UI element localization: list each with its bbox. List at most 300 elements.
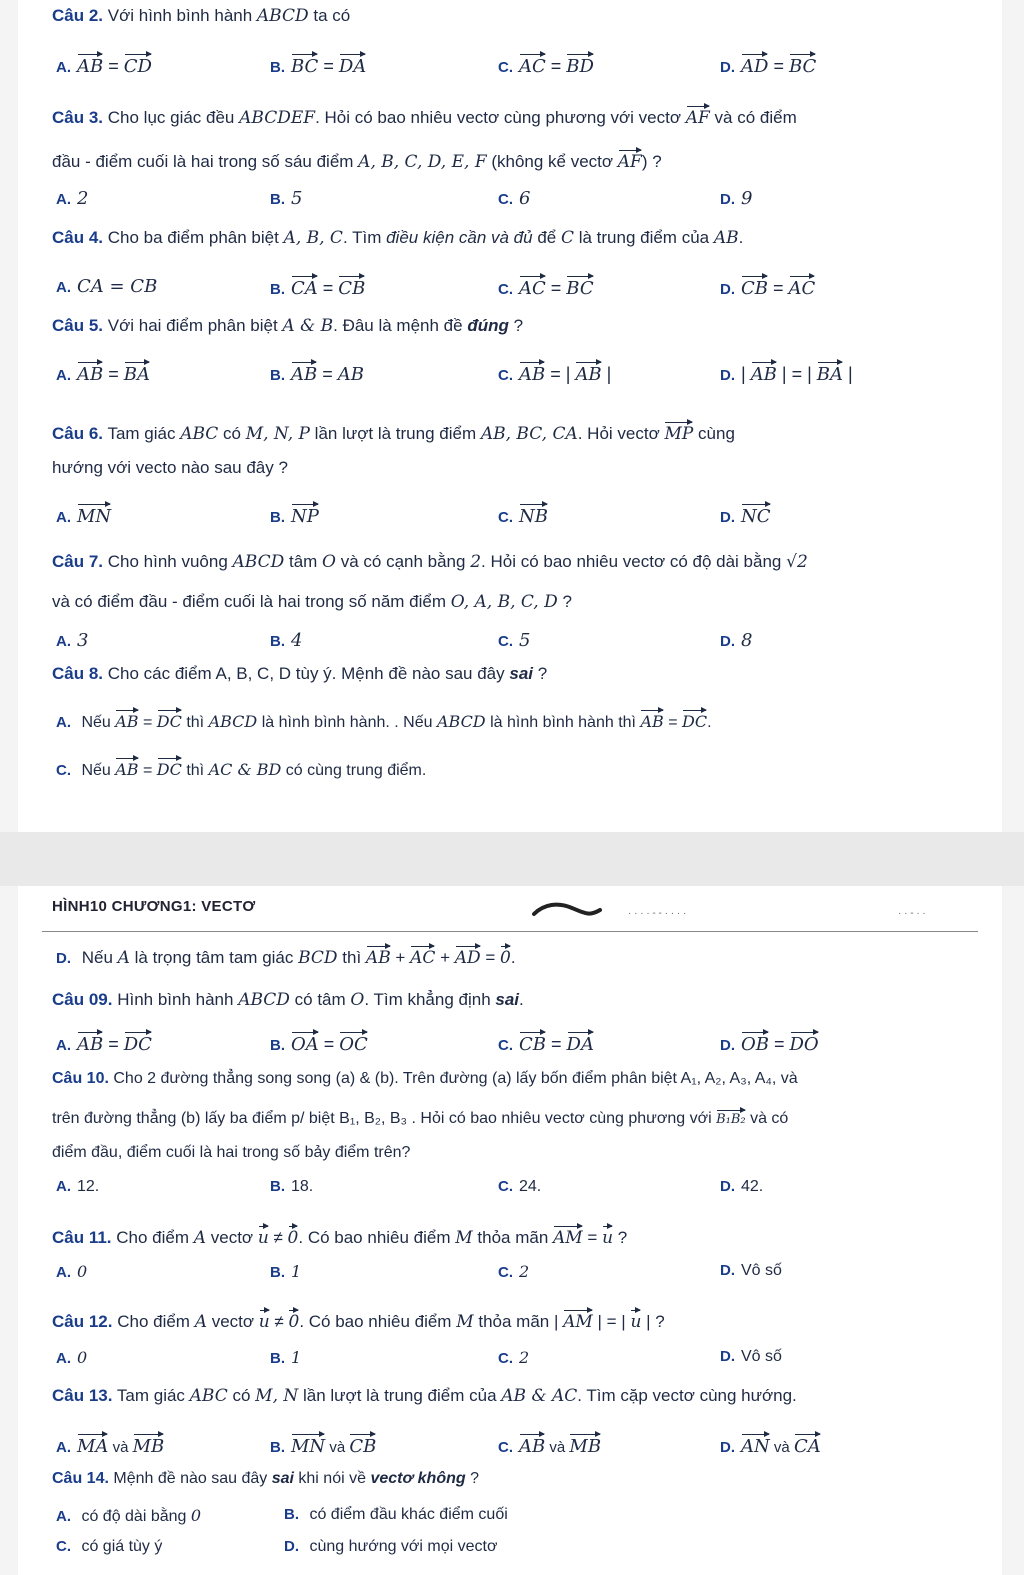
q11-option-b[interactable]	[270, 1262, 301, 1282]
question-text: . Hỏi có bao nhiêu vectơ cùng phương với vectơ	[315, 108, 686, 127]
q14-option-a[interactable]	[56, 1506, 201, 1526]
option-label: A.	[56, 633, 71, 650]
q8-option-c[interactable]: C. Nếu AB = DC thì AC & BD có cùng trung điểm.	[56, 754, 426, 780]
option-value: 24.	[519, 1178, 542, 1195]
math-point: O	[350, 990, 365, 1010]
option-label: A.	[56, 279, 71, 296]
question-12: Câu 12. Cho điểm A vectơ u ≠ 0. Có bao nhiêu điểm M thỏa mãn | AM | = | u | ?	[52, 1306, 665, 1332]
option-value: 1	[291, 1262, 302, 1281]
question-text: có	[227, 1386, 256, 1405]
q2-option-d[interactable]: D. AD = BC	[720, 50, 816, 77]
option-text: .	[707, 714, 712, 731]
vector: AB	[751, 358, 777, 385]
question-text: là trung điểm của	[573, 228, 714, 247]
q12-option-c[interactable]	[498, 1348, 529, 1368]
option-label: A.	[56, 714, 71, 731]
vector: DC	[682, 706, 707, 731]
math-points: A & B	[282, 316, 334, 336]
question-text: ?	[650, 1312, 665, 1331]
option-label: D.	[720, 1262, 735, 1279]
q10-option-d[interactable]	[720, 1178, 763, 1196]
option-label: D.	[720, 1178, 735, 1195]
question-text: có	[218, 424, 246, 443]
option-label: B.	[270, 1264, 285, 1281]
option-value: 4	[291, 630, 303, 651]
option-label: D.	[720, 1348, 735, 1365]
question-text: . Đâu là mệnh đề	[333, 316, 468, 335]
q13-option-c[interactable]	[498, 1430, 601, 1457]
question-text: đầu - điểm cuối là hai trong số sáu điểm	[52, 152, 359, 171]
option-label: D.	[720, 59, 735, 76]
question-text: (không kể vectơ	[486, 152, 618, 171]
q12-option-b[interactable]	[270, 1348, 301, 1368]
question-text: ?	[508, 316, 524, 335]
math-point: A	[193, 1228, 207, 1248]
question-text: vectơ	[206, 1312, 259, 1331]
vector: u	[630, 1306, 641, 1332]
option-label: C.	[498, 59, 513, 76]
option-value: 18.	[291, 1178, 314, 1195]
math-point: A	[194, 1312, 207, 1332]
q12-option-a[interactable]	[56, 1348, 87, 1368]
vector: AB	[640, 706, 663, 731]
vector: CA	[794, 1430, 821, 1457]
question-text: và có	[745, 1110, 789, 1127]
question-label: Câu 11.	[52, 1228, 112, 1247]
vector: CB	[741, 272, 768, 299]
vector: u	[602, 1222, 613, 1248]
option-text: là hình bình hành thì	[485, 714, 641, 731]
vector: AD	[455, 942, 481, 968]
math-point: C	[560, 228, 574, 248]
option-label: A.	[56, 509, 71, 526]
question-label: Câu 12.	[52, 1312, 113, 1331]
q7-option-c[interactable]	[498, 630, 530, 651]
q5-option-d[interactable]: D. | AB | = | BA |	[720, 358, 853, 385]
question-text: . Hỏi có bao nhiêu vectơ có độ dài bằng	[481, 552, 787, 571]
vector: AC	[519, 50, 546, 77]
question-text: ?	[465, 1470, 479, 1487]
question-text: Cho ba điểm phân biệt	[103, 228, 284, 247]
zero-vector: 0	[500, 942, 511, 968]
q9-option-c[interactable]: C. CB = DA	[498, 1028, 594, 1055]
question-text: Cho lục giác đều	[103, 108, 240, 127]
math-segment: AB	[713, 228, 739, 248]
question-text: . Tìm cặp vectơ cùng hướng.	[577, 1386, 797, 1405]
option-value: 9	[741, 188, 753, 209]
question-text: Cho điểm	[111, 1228, 194, 1247]
question-14	[52, 1470, 479, 1488]
math-shape: ABCD	[256, 6, 309, 26]
q14-option-d[interactable]	[284, 1538, 497, 1556]
question-label: Câu 4.	[52, 228, 104, 247]
q2-option-b[interactable]: B. BC = DA	[270, 50, 366, 77]
question-text: .	[738, 228, 744, 247]
vector: AB	[115, 754, 138, 779]
question-text: ?	[533, 664, 548, 683]
math-shape: ABCD	[436, 712, 486, 731]
worksheet-page-1	[18, 0, 1002, 832]
q6-option-d[interactable]	[720, 500, 771, 527]
q14-option-c[interactable]	[56, 1538, 162, 1556]
scribble-mark	[530, 900, 620, 920]
vector: DC	[124, 1028, 152, 1055]
option-value: 0	[77, 1348, 88, 1367]
question-text: và có điểm đầu - điểm cuối là hai trong số năm điểm	[52, 592, 451, 611]
math-points: M, N, P	[245, 424, 310, 444]
header-rule	[42, 931, 978, 932]
option-text: thì	[181, 762, 209, 779]
option-value: 2	[519, 1262, 530, 1281]
question-3-line-2	[52, 146, 662, 172]
option-label: C.	[56, 762, 71, 779]
question-9	[52, 990, 524, 1010]
q9-option-d[interactable]: D. OB = DO	[720, 1028, 819, 1055]
vector: OA	[291, 1028, 319, 1055]
option-label: C.	[56, 1538, 71, 1555]
question-text: .	[519, 990, 524, 1009]
question-label: Câu 8.	[52, 664, 104, 683]
option-label: A.	[56, 1508, 71, 1525]
vector: DA	[567, 1028, 594, 1055]
option-label: B.	[270, 59, 285, 76]
question-11: Câu 11. Cho điểm A vectơ u ≠ 0. Có bao nhiêu điểm M thỏa mãn AM = u ?	[52, 1222, 627, 1248]
option-label: B.	[270, 1350, 285, 1367]
option-text: có độ dài bằng	[77, 1508, 191, 1525]
option-text: có điểm đầu khác điểm cuối	[305, 1506, 508, 1523]
option-value: 8	[741, 630, 753, 651]
option-label: B.	[270, 191, 285, 208]
math-segments: AB & AC	[501, 1386, 578, 1406]
vector: MP	[664, 418, 693, 444]
question-text: Với hai điểm phân biệt	[103, 316, 283, 335]
vector: AM	[563, 1306, 593, 1332]
question-text: thỏa mãn	[473, 1312, 554, 1331]
option-value: 5	[291, 188, 303, 209]
question-text: có tâm	[289, 990, 351, 1009]
math-shape: ABCDEF	[239, 108, 316, 128]
vector: AB	[77, 1028, 103, 1055]
option-label: C.	[498, 633, 513, 650]
q7-option-b[interactable]	[270, 630, 302, 651]
math-segments: AC & BD	[208, 760, 282, 779]
vector: MB	[133, 1430, 165, 1457]
q9-option-a[interactable]: A. AB = DC	[56, 1028, 152, 1055]
option-text: là hình bình hành.	[257, 714, 390, 731]
q11-option-c[interactable]	[498, 1262, 529, 1282]
vector: CB	[349, 1430, 376, 1457]
q7-option-d[interactable]	[720, 630, 752, 651]
q10-option-a[interactable]	[56, 1178, 99, 1196]
option-label: B.	[270, 633, 285, 650]
math-shape: ABC	[180, 424, 219, 444]
vector: CB	[338, 272, 365, 299]
q11-option-a[interactable]	[56, 1262, 87, 1282]
option-label: A.	[56, 59, 71, 76]
vector: u	[258, 1222, 269, 1248]
question-text: và có cạnh bằng	[335, 552, 471, 571]
option-label: B.	[270, 1037, 285, 1054]
vector: CD	[124, 50, 152, 77]
question-label: Câu 10.	[52, 1070, 109, 1087]
emphasis-text: sai	[509, 664, 533, 683]
q4-option-d[interactable]: D. CB = AC	[720, 272, 815, 299]
vector: BA	[124, 358, 150, 385]
vector: OB	[741, 1028, 769, 1055]
math-points: A, B, C, D, E, F	[358, 152, 487, 172]
option-value: Vô số	[741, 1262, 782, 1279]
option-text: cùng hướng với mọi vectơ	[305, 1538, 498, 1555]
question-text: Mệnh đề nào sau đây	[108, 1470, 272, 1487]
q9-option-b[interactable]: B. OA = OC	[270, 1028, 368, 1055]
option-label: D.	[720, 1439, 735, 1456]
vector: B₁B₂	[716, 1106, 746, 1127]
dotted-artifact: · · · · - - · · · ·	[628, 908, 687, 919]
option-text: Nếu	[77, 714, 116, 731]
math-points: O, A, B, C, D	[450, 592, 558, 612]
vector: AF	[686, 102, 710, 128]
vector: AC	[519, 272, 546, 299]
question-text: Tam giác	[103, 424, 181, 443]
question-5	[52, 316, 523, 336]
math-shape: ABCD	[238, 990, 290, 1010]
option-label: B.	[284, 1506, 299, 1523]
vector: AC	[789, 272, 816, 299]
vector: AF	[618, 146, 642, 172]
option-value: 0	[77, 1262, 88, 1281]
option-value: 2	[77, 188, 89, 209]
option-label: D.	[720, 281, 735, 298]
vector: u	[259, 1306, 270, 1332]
question-text: để	[532, 228, 561, 247]
math-shape: ABCD	[232, 552, 285, 572]
q3-option-d[interactable]	[720, 188, 752, 209]
question-text: Với hình bình hành	[103, 6, 257, 25]
dotted-artifact: · · - · ·	[898, 908, 926, 919]
vector: BC	[566, 272, 593, 299]
conjunction-text: và	[545, 1439, 570, 1456]
q13-option-a[interactable]	[56, 1430, 164, 1457]
option-label: A.	[56, 1178, 71, 1195]
vector: NP	[291, 500, 319, 527]
q8-option-d[interactable]: D. Nếu A là trọng tâm tam giác BCD thì AB + AC + AD = 0.	[56, 942, 516, 968]
vector: DC	[157, 706, 182, 731]
question-13	[52, 1386, 797, 1406]
emphasis-text: sai	[271, 1470, 294, 1487]
zero-vector: 0	[288, 1222, 299, 1248]
question-label: Câu 6.	[52, 424, 104, 443]
vector: AM	[553, 1222, 583, 1248]
question-text: . Hỏi vectơ	[577, 424, 665, 443]
question-text: Cho các điểm A, B, C, D tùy ý. Mệnh đề nào sau đây	[103, 664, 510, 683]
question-8	[52, 664, 547, 684]
question-text: . Tìm	[342, 228, 387, 247]
question-text: ) ?	[641, 152, 662, 171]
vector: AB	[519, 358, 545, 385]
question-label: Câu 2.	[52, 6, 104, 25]
question-10-line-3	[52, 1144, 410, 1162]
option-label: B.	[270, 281, 285, 298]
question-label: Câu 13.	[52, 1386, 113, 1405]
option-text: thì	[337, 948, 366, 967]
q5-option-c[interactable]: C. AB = | AB |	[498, 358, 611, 385]
option-label: C.	[498, 281, 513, 298]
vector: BC	[291, 50, 318, 77]
vector: DO	[790, 1028, 819, 1055]
option-text: . Nếu	[389, 714, 437, 731]
option-value: 42.	[741, 1178, 764, 1195]
vector: AB	[366, 942, 391, 968]
question-text: hướng với vecto nào sau đây ?	[52, 458, 288, 477]
option-label: B.	[270, 1178, 285, 1195]
question-7-line-2	[52, 592, 572, 612]
math-shape: ABC	[189, 1386, 228, 1406]
question-text: thỏa mãn	[472, 1228, 554, 1247]
math-point: A	[117, 948, 130, 968]
q14-option-b[interactable]	[284, 1506, 508, 1524]
option-value: 1	[291, 1348, 302, 1367]
vector: MN	[77, 500, 111, 527]
q3-option-c[interactable]	[498, 188, 530, 209]
question-text: cùng	[693, 424, 735, 443]
vector: AB	[77, 358, 103, 385]
q7-option-a[interactable]	[56, 630, 88, 651]
q3-option-b[interactable]	[270, 188, 302, 209]
option-text: có giá tùy ý	[77, 1538, 163, 1555]
question-6	[52, 418, 735, 444]
q3-option-a[interactable]	[56, 188, 88, 209]
question-text: khi nói về	[293, 1470, 371, 1487]
option-text: thì	[181, 714, 209, 731]
vector: AB	[291, 358, 317, 385]
option-label: C.	[498, 367, 513, 384]
conjunction-text: và	[325, 1439, 350, 1456]
q4-option-a[interactable]	[56, 276, 157, 297]
emphasis-text: vectơ không	[370, 1470, 466, 1487]
vector: NC	[741, 500, 771, 527]
question-text: và có điểm	[709, 108, 797, 127]
q13-option-d[interactable]	[720, 1430, 821, 1457]
option-label: C.	[498, 1264, 513, 1281]
vector: MA	[77, 1430, 108, 1457]
option-label: D.	[720, 1037, 735, 1054]
option-label: D.	[284, 1538, 299, 1555]
question-text: Cho hình vuông	[103, 552, 233, 571]
q11-option-d[interactable]	[720, 1262, 782, 1280]
math-segment: AB	[337, 364, 364, 385]
page-header-title: HÌNH10 CHƯƠNG1: VECTƠ	[52, 898, 256, 915]
q10-option-b[interactable]	[270, 1178, 313, 1196]
vector: CA	[291, 272, 318, 299]
question-4	[52, 228, 743, 248]
vector: OC	[339, 1028, 368, 1055]
q2-option-c[interactable]: C. AC = BD	[498, 50, 594, 77]
question-text: ?	[557, 592, 572, 611]
option-text: Nếu	[77, 948, 118, 967]
question-text: ta có	[308, 6, 351, 25]
question-2	[52, 6, 350, 26]
option-label: A.	[56, 367, 71, 384]
option-label: A.	[56, 191, 71, 208]
question-label: Câu 5.	[52, 316, 104, 335]
option-label: D.	[720, 633, 735, 650]
vector: AN	[741, 1430, 770, 1457]
option-label: C.	[498, 191, 513, 208]
vector: BA	[817, 358, 843, 385]
math-shape: ABCD	[208, 712, 258, 731]
vector: MB	[569, 1430, 601, 1457]
vector: AB	[115, 706, 138, 731]
emphasis-text: điều kiện cần và đủ	[386, 228, 533, 247]
q6-option-b[interactable]	[270, 500, 319, 527]
question-text: . Có bao nhiêu điểm	[299, 1312, 457, 1331]
q4-option-b[interactable]: B. CA = CB	[270, 272, 365, 299]
option-label: A.	[56, 1350, 71, 1367]
question-7	[52, 552, 808, 572]
option-value: 12.	[77, 1178, 100, 1195]
page-gap	[0, 832, 1024, 886]
question-text: Cho 2 đường thẳng song song (a) & (b). Trên đường (a) lấy bốn điểm phân biệt A₁, A₂, A₃, A₄, và	[108, 1070, 798, 1087]
vector: CB	[519, 1028, 546, 1055]
zero-vector: 0	[288, 1306, 299, 1332]
q2-option-a[interactable]: A. AB = CD	[56, 50, 152, 77]
option-label: C.	[498, 509, 513, 526]
question-text: điểm đầu, điểm cuối là hai trong số bảy điểm trên?	[52, 1144, 411, 1161]
option-label: B.	[270, 509, 285, 526]
q5-option-b[interactable]: B. AB = AB	[270, 358, 364, 385]
question-3	[52, 102, 797, 128]
option-text: .	[510, 948, 516, 967]
vector: BC	[789, 50, 816, 77]
math-points: A, B, C	[283, 228, 343, 248]
conjunction-text: và	[769, 1439, 794, 1456]
question-text: vectơ	[206, 1228, 258, 1247]
q6-option-a[interactable]	[56, 500, 111, 527]
vector: AB	[77, 50, 103, 77]
q5-option-a[interactable]: A. AB = BA	[56, 358, 150, 385]
q10-option-c[interactable]	[498, 1178, 541, 1196]
vector: NB	[519, 500, 548, 527]
question-text: Cho điểm	[112, 1312, 195, 1331]
q8-option-a[interactable]: A. Nếu AB = DC thì ABCD là hình bình hành. . Nếu ABCD là hình bình hành thì AB = DC.	[56, 706, 712, 732]
option-label: C.	[498, 1350, 513, 1367]
question-10	[52, 1070, 798, 1088]
math-point: M	[456, 1312, 474, 1332]
q12-option-d[interactable]	[720, 1348, 782, 1366]
option-label: A.	[56, 1037, 71, 1054]
option-label: A.	[56, 1264, 71, 1281]
emphasis-text: đúng	[467, 316, 509, 335]
question-10-line-2	[52, 1106, 788, 1128]
option-label: B.	[270, 367, 285, 384]
worksheet-page-2	[18, 886, 1002, 1575]
vector: AB	[519, 1430, 545, 1457]
option-value: 6	[519, 188, 531, 209]
q6-option-c[interactable]	[498, 500, 548, 527]
option-label: C.	[498, 1178, 513, 1195]
vector: DA	[339, 50, 366, 77]
q4-option-c[interactable]: C. AC = BC	[498, 272, 594, 299]
question-6-line-2	[52, 458, 288, 478]
option-text: Nếu	[77, 762, 116, 779]
conjunction-text: và	[108, 1439, 133, 1456]
math-number: 0	[190, 1506, 202, 1525]
vector: MN	[291, 1430, 325, 1457]
math-segments: AB, BC, CA	[480, 424, 578, 444]
q13-option-b[interactable]	[270, 1430, 376, 1457]
math-number: 2	[470, 552, 482, 572]
math-number: √2	[786, 552, 808, 572]
